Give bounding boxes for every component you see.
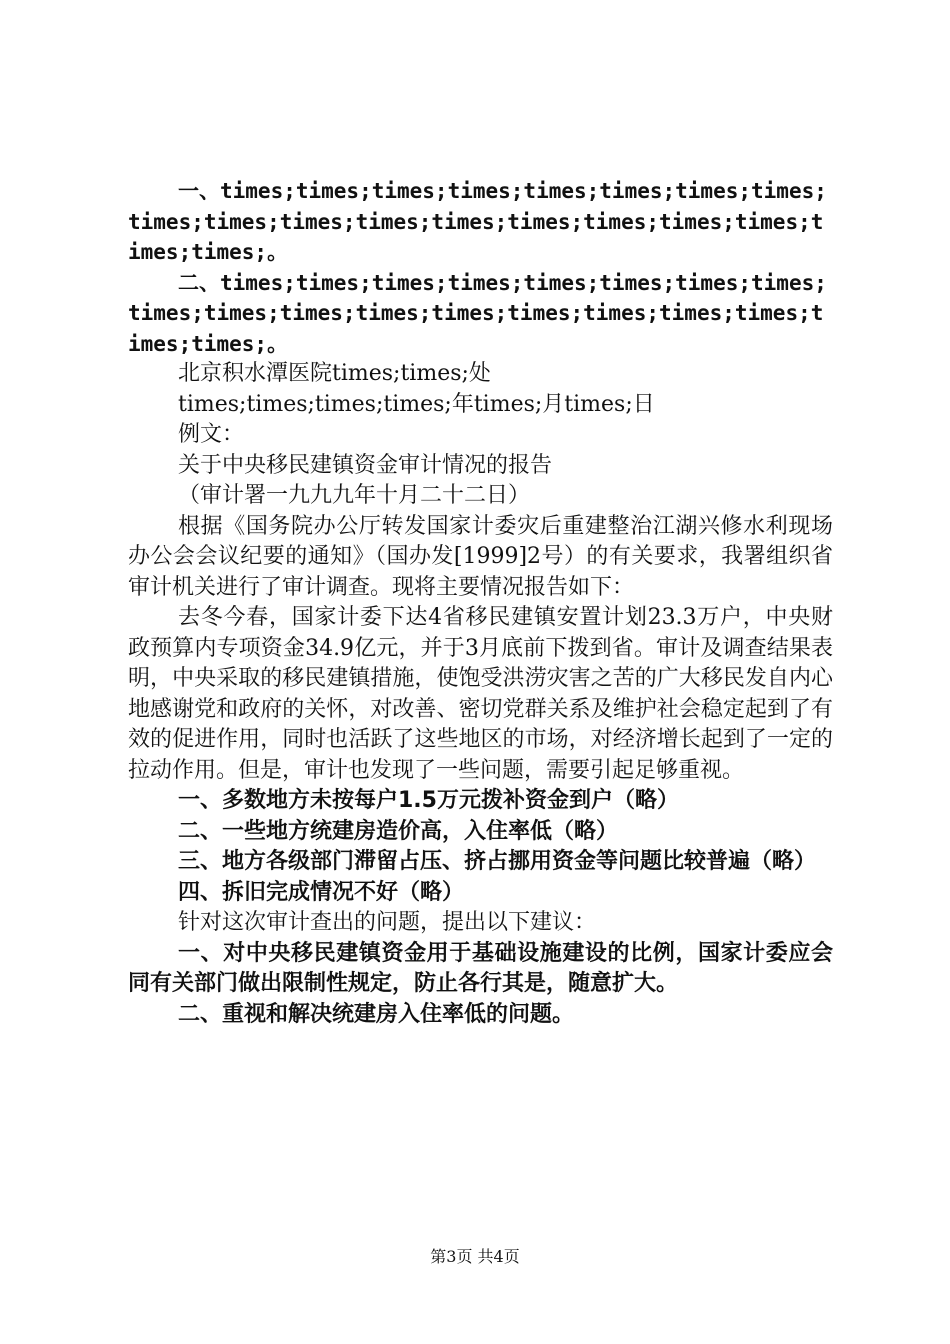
intro-paragraph: 根据《国务院办公厅转发国家计委灾后重建整治江湖兴修水利现场办公会会议纪要的通知》（国办发[1999]2号）的有关要求，我署组织省审计机关进行了审计调查。现将主要情况报告如下： [128,513,833,600]
findings-paragraph: 去冬今春，国家计委下达4省移民建镇安置计划23.3万户，中央财政预算内专项资金34.9亿元，并于3月底前下拨到省。审计及调查结果表明，中央采取的移民建镇措施，使饱受洪涝灾害之苦的广大移民发自内心地感谢党和政府的关怀，对改善、密切党群关系及维护社会稳定起到了有效的促进作用，同时也活跃了这些地区的市场，对经济增长起到了一定的拉动作用。但是，审计也发现了一些问题，需要引起足够重视。 [128,605,833,783]
example-label: 例文： [178,422,245,447]
paragraph-item-2: 二、times;times;times;times;times;times;times;times;times;times;times;times;times;times;times;times;times;times;times;。 [128,270,827,356]
document-body [128,176,833,1030]
page-number-footer: 第3页 共4页 [430,1247,520,1266]
signature-org: 北京积水潭医院times;times;处 [178,361,491,386]
issue-2: 二、一些地方统建房造价高，入住率低（略） [178,818,619,844]
suggestion-1: 一、对中央移民建镇资金用于基础设施建设的比例，国家计委应会同有关部门做出限制性规定，防止各行其是，随意扩大。 [128,940,833,996]
paragraph-item-1: 一、times;times;times;times;times;times;times;times;times;times;times;times;times;times;times;times;times;times;times;。 [128,179,827,264]
suggestions-intro: 针对这次审计查出的问题，提出以下建议： [178,910,597,935]
example-title: 关于中央移民建镇资金审计情况的报告 [178,452,553,478]
issue-1: 一、多数地方未按每户1.5万元拨补资金到户（略） [178,788,679,813]
issue-3: 三、地方各级部门滞留占压、挤占挪用资金等问题比较普遍（略） [178,849,817,874]
suggestion-2: 二、重视和解决统建房入住率低的问题。 [178,1001,575,1027]
signature-date: times;times;times;times;年times;月times;日 [178,391,655,417]
example-date: （审计署一九九九年十月二十二日） [178,483,531,508]
issue-4: 四、拆旧完成情况不好（略） [178,879,465,905]
